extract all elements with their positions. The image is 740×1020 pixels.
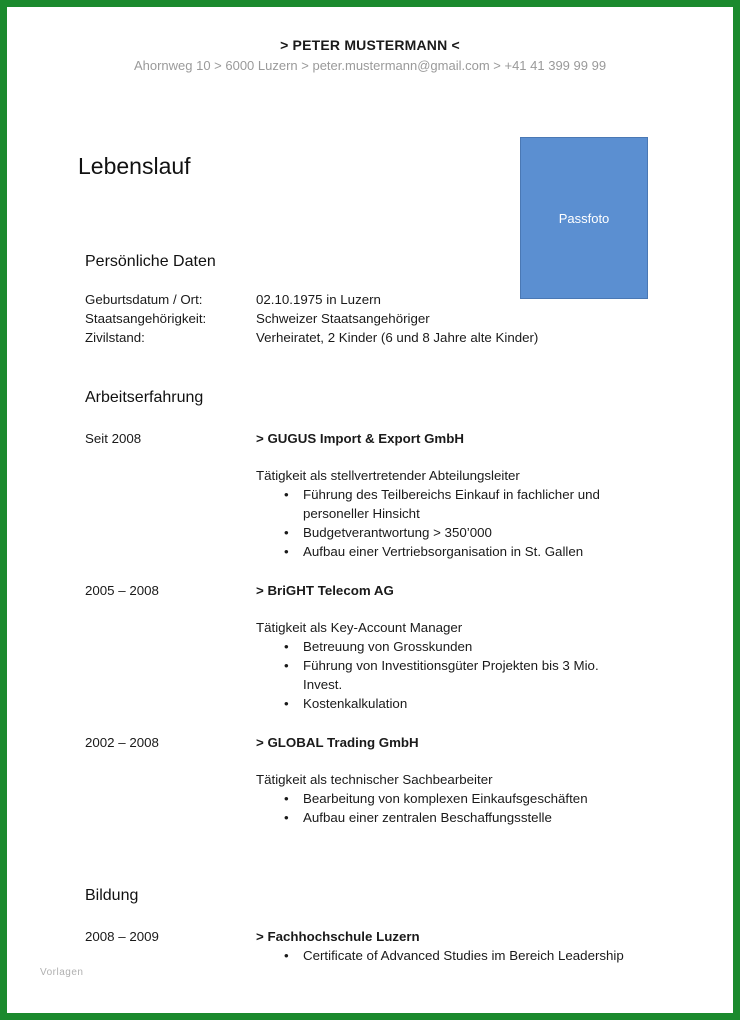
page-title: Lebenslauf: [78, 153, 191, 179]
candidate-name: > PETER MUSTERMANN <: [280, 37, 460, 53]
personal-value: Schweizer Staatsangehöriger: [256, 311, 430, 326]
personal-label: Staatsangehörigkeit:: [85, 311, 207, 326]
bullet-text: Aufbau einer zentralen Beschaffungsstelle: [303, 810, 552, 825]
bullet-text: Führung des Teilbereichs Einkauf in fachlicher und: [303, 487, 600, 502]
bullet-text: Bearbeitung von komplexen Einkaufsgeschäften: [303, 791, 588, 806]
bullet-text: Führung von Investitionsgüter Projekten bis 3 Mio.: [303, 658, 599, 673]
bullet-icon: •: [284, 791, 289, 806]
section-heading-experience: Arbeitserfahrung: [85, 389, 204, 406]
bullet-text: Invest.: [303, 677, 343, 692]
bullet-text: personeller Hinsicht: [303, 506, 420, 521]
section-heading-education: Bildung: [85, 887, 139, 904]
section-heading-personal: Persönliche Daten: [85, 253, 216, 270]
education-period: 2008 – 2009: [85, 929, 159, 944]
passport-photo-placeholder: [520, 137, 648, 299]
bullet-text: Aufbau einer Vertriebsorganisation in St. Gallen: [303, 544, 584, 559]
bullet-icon: •: [284, 696, 289, 711]
personal-label: Zivilstand:: [85, 330, 145, 345]
bullet-icon: •: [284, 810, 289, 825]
bullet-text: Budgetverantwortung > 350’000: [303, 525, 492, 540]
job-role: Tätigkeit als Key-Account Manager: [256, 620, 463, 635]
job-period: 2002 – 2008: [85, 735, 159, 750]
job-period: 2005 – 2008: [85, 583, 159, 598]
photo-label: Passfoto: [558, 210, 610, 226]
personal-label: Geburtsdatum / Ort:: [85, 292, 203, 307]
bullet-text: Kostenkalkulation: [303, 696, 408, 711]
bullet-icon: •: [284, 544, 289, 559]
bullet-icon: •: [284, 525, 289, 540]
personal-value: 02.10.1975 in Luzern: [256, 292, 381, 307]
job-period: Seit 2008: [85, 431, 142, 446]
job-role: Tätigkeit als stellvertretender Abteilungsleiter: [256, 468, 520, 483]
contact-line: Ahornweg 10 > 6000 Luzern > peter.mustermann@gmail.com > +41 41 399 99 99: [133, 58, 607, 73]
bullet-text: Betreuung von Grosskunden: [303, 639, 473, 654]
job-company: > BriGHT Telecom AG: [256, 583, 394, 598]
education-institution: > Fachhochschule Luzern: [256, 929, 420, 944]
job-company: > GLOBAL Trading GmbH: [256, 735, 419, 750]
footer-watermark: Vorlagen: [40, 967, 84, 978]
bullet-icon: •: [284, 639, 289, 654]
job-role: Tätigkeit als technischer Sachbearbeiter: [256, 772, 493, 787]
bullet-text: Certificate of Advanced Studies im Bereich Leadership: [303, 948, 624, 963]
bullet-icon: •: [284, 948, 289, 963]
bullet-icon: •: [284, 487, 289, 502]
bullet-icon: •: [284, 658, 289, 673]
job-company: > GUGUS Import & Export GmbH: [256, 431, 464, 446]
personal-value: Verheiratet, 2 Kinder (6 und 8 Jahre alte Kinder): [256, 330, 539, 345]
